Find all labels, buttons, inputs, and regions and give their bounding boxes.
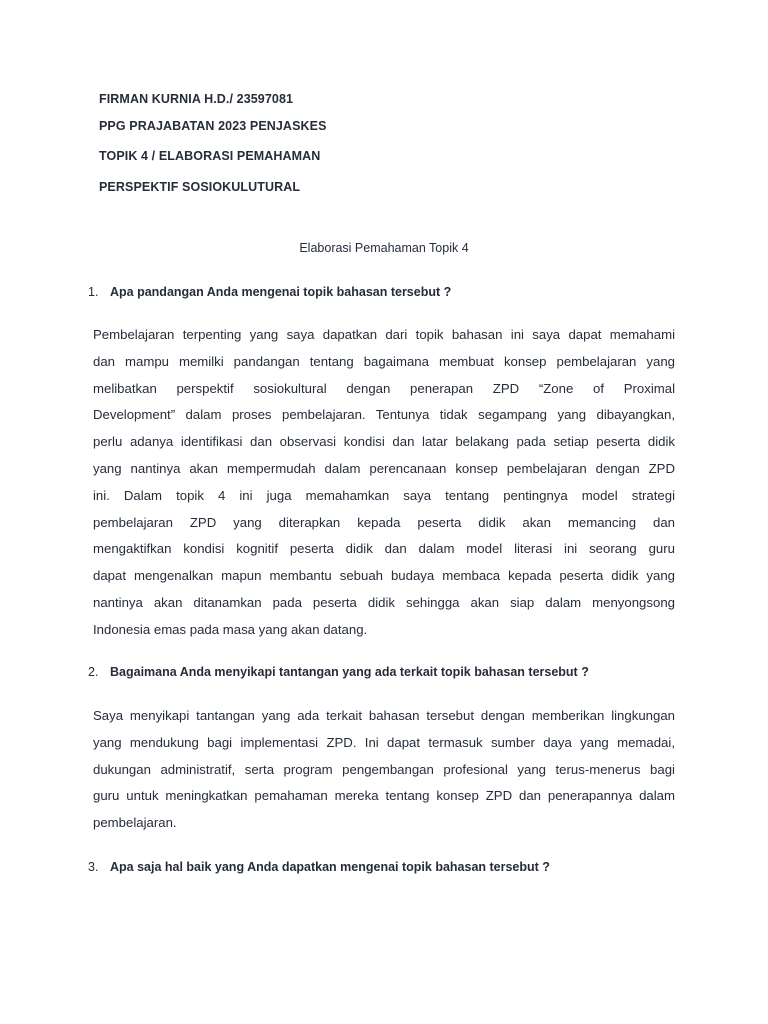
answer-line: Development” dalam proses pembelajaran. Tentunya tidak segampang yang dibayangkan, — [93, 407, 675, 423]
answer-line: dukungan administratif, serta program pengembangan profesional yang terus-menerus bagi — [93, 761, 675, 777]
answer-1 — [93, 322, 675, 644]
perspective-line: PERSPEKTIF SOSIOKULUTURAL — [99, 180, 301, 194]
answer-line: melibatkan perspektif sosiokultural dengan penerapan ZPD “Zone of Proximal — [93, 380, 675, 396]
answer-line: dan mampu memilki pandangan tentang bagaimana membuat konsep pembelajaran yang — [93, 353, 675, 369]
question-text: Apa pandangan Anda mengenai topik bahasan tersebut ? — [110, 285, 452, 299]
answer-line: Indonesia emas pada masa yang akan datang. — [93, 621, 368, 637]
answer-line: dapat mengenalkan mapun membantu sebuah budaya membaca kepada peserta didik yang — [93, 568, 675, 584]
answer-line: pembelajaran. — [93, 815, 177, 831]
answer-line: yang mendukung bagi implementasi ZPD. Ini dapat termasuk sumber daya yang memadai, — [93, 734, 675, 750]
question-number: 2. — [88, 665, 99, 679]
question-number: 1. — [88, 285, 99, 299]
author-name-line: FIRMAN KURNIA H.D./ 23597081 — [99, 92, 294, 106]
question-3 — [88, 860, 550, 874]
question-1 — [88, 285, 451, 299]
program-line: PPG PRAJABATAN 2023 PENJASKES — [99, 119, 327, 133]
question-number: 3. — [88, 860, 99, 874]
answer-line: guru untuk meningkatkan pemahaman mereka tentang konsep ZPD dan penerapannya dalam — [93, 788, 675, 804]
answer-line: perlu adanya identifikasi dan observasi kondisi dan latar belakang pada setiap peserta didik — [93, 434, 675, 450]
answer-line: nantinya akan ditanamkan pada peserta didik sehingga akan siap dalam menyongsong — [93, 594, 675, 610]
question-text: Bagaimana Anda menyikapi tantangan yang ada terkait topik bahasan tersebut ? — [110, 665, 589, 679]
topic-line: TOPIK 4 / ELABORASI PEMAHAMAN — [99, 149, 321, 163]
document-title: Elaborasi Pemahaman Topik 4 — [299, 241, 469, 255]
answer-line: mengaktifkan kondisi kognitif peserta didik dan dalam model literasi ini seorang guru — [93, 541, 675, 557]
answer-line: Saya menyikapi tantangan yang ada terkait bahasan tersebut dengan memberikan lingkungan — [93, 708, 675, 723]
answer-line: ini. Dalam topik 4 ini juga memahamkan saya tentang pentingnya model strategi — [93, 487, 675, 503]
answer-line: Pembelajaran terpenting yang saya dapatkan dari topik bahasan ini saya dapat memahami — [93, 327, 675, 342]
answer-line: pembelajaran ZPD yang diterapkan kepada peserta didik akan memancing dan — [93, 514, 675, 530]
answer-2 — [93, 703, 675, 837]
answer-line: yang nantinya akan mempermudah dalam perencanaan konsep pembelajaran dengan ZPD — [93, 460, 675, 476]
question-text: Apa saja hal baik yang Anda dapatkan mengenai topik bahasan tersebut ? — [110, 860, 550, 874]
question-2 — [88, 665, 589, 679]
